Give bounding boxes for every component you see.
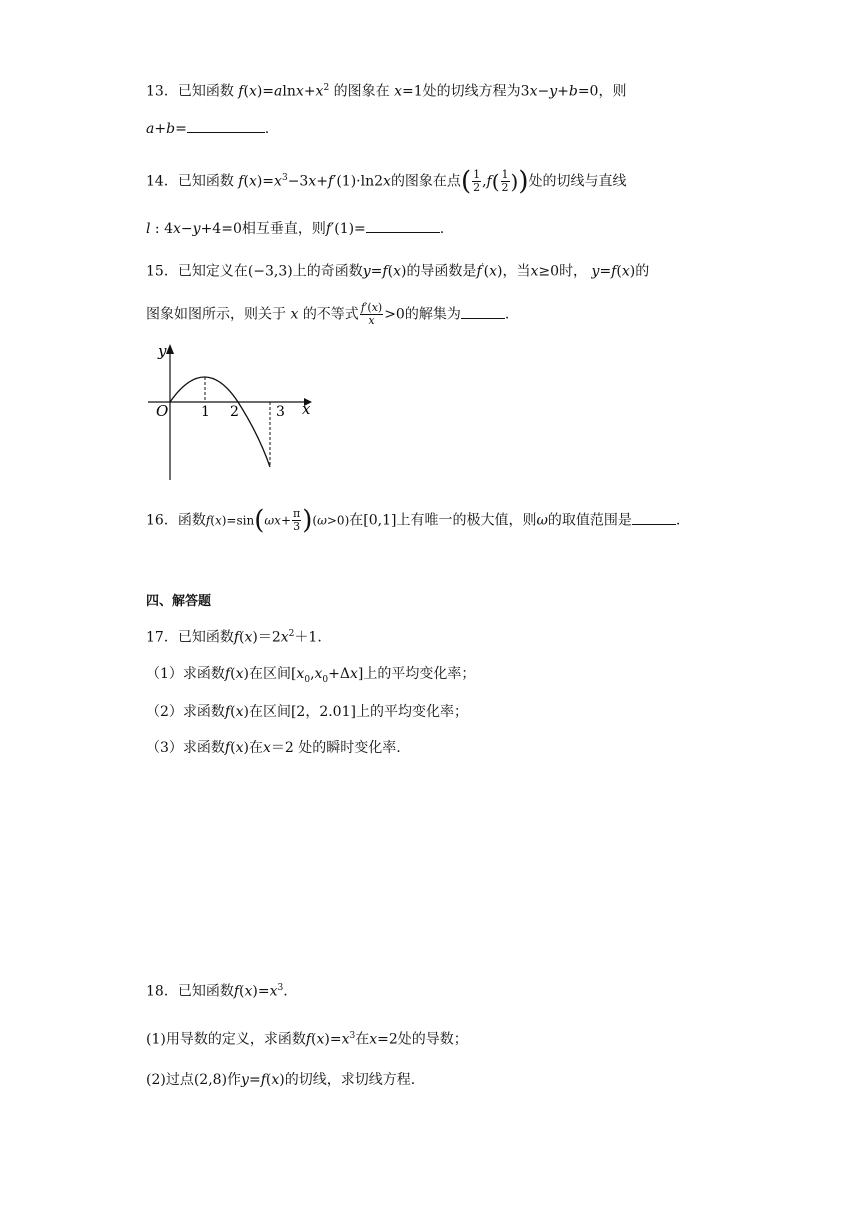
- function-graph: [144, 340, 324, 485]
- question-16-line: 16．函数f(x)=sin(ωx+ $\frac{\pi}{3}$ )(ω>0)在[0,1]上有唯一的极大值，则ω的取值范围是 .: [146, 505, 681, 536]
- tick-label-3: 3: [276, 404, 285, 420]
- q13-text-a: 已知函数: [177, 83, 234, 100]
- q15-answer-blank[interactable]: [461, 304, 505, 319]
- q14-number: 14．: [146, 173, 178, 190]
- q14-answer-blank[interactable]: [366, 218, 440, 233]
- y-axis-arrow: [166, 344, 174, 354]
- q15-number: 15．: [146, 263, 178, 280]
- question-17-part-3: （3）求函数f(x)在x＝2 处的瞬时变化率.: [146, 740, 401, 756]
- question-18-stem: 18．已知函数$f(x)=x^3$.: [146, 983, 288, 1000]
- q16-answer-blank[interactable]: [632, 510, 676, 525]
- question-17-part-2: （2）求函数f(x)在区间[2，2.01]上的平均变化率；: [146, 704, 468, 720]
- question-18-part-2: (2)过点(2,8)作y=f(x)的切线，求切线方程.: [146, 1072, 416, 1088]
- q16-number: 16．: [146, 512, 178, 529]
- question-15-line-2: 图象如图所示，则关于 x 的不等式 $\frac{f'(x)}{x}$ >0的解集为 .: [146, 301, 510, 327]
- tick-label-2: 2: [230, 404, 239, 420]
- question-13-line-2: a+b= .: [146, 118, 269, 139]
- q14-text-d: 相互垂直，则: [241, 221, 326, 237]
- function-curve: [170, 377, 270, 467]
- q13-text-c: 处的切线方程为: [422, 83, 521, 100]
- q13-text-d: ，则: [598, 83, 627, 100]
- question-13-line-1: 13．已知函数 $f(x)=alnx+x^2$ 的图象在 x=1处的切线方程为3x−y+b=0，则: [146, 83, 627, 100]
- question-17-stem: 17．已知函数$f(x)=2x^2+1$.: [146, 629, 322, 646]
- section-heading: 四、解答题: [146, 594, 212, 609]
- question-14-line-1: 14．已知函数 $f(x)=x^3-3x+f'(1)\cdot\ln 2x$的图象在点( $\frac{1}{2}$ ,f( $\frac{1}{2}$ ))处的切线与直线: [146, 166, 627, 197]
- q13-number: 13．: [146, 83, 178, 100]
- question-18-part-1: (1)用导数的定义，求函数$f(x)=x^3$在x=2处的导数；: [146, 1031, 468, 1048]
- x-axis-label: x: [302, 400, 311, 418]
- q13-text-b: 的图象在: [333, 83, 390, 100]
- tick-label-1: 1: [201, 404, 210, 420]
- q14-text-b: 的图象在点: [390, 173, 461, 190]
- question-14-line-2: l : 4x−y+4=0相互垂直，则f′(1)= .: [146, 218, 444, 239]
- question-17-part-1: （1）求函数f(x)在区间$[x_0,x_0+\Delta x]$上的平均变化率；: [146, 666, 476, 685]
- q14-text-c: 处的切线与直线: [528, 173, 627, 190]
- q14-text-a: 已知函数: [177, 173, 234, 190]
- origin-label: O: [156, 402, 169, 420]
- question-15-line-1: 15．已知定义在(−3,3)上的奇函数y=f(x)的导函数是f′(x)，当x≥0时， y=f(x)的: [146, 263, 650, 280]
- y-axis-label: y: [158, 342, 167, 360]
- q13-answer-blank[interactable]: [187, 118, 265, 133]
